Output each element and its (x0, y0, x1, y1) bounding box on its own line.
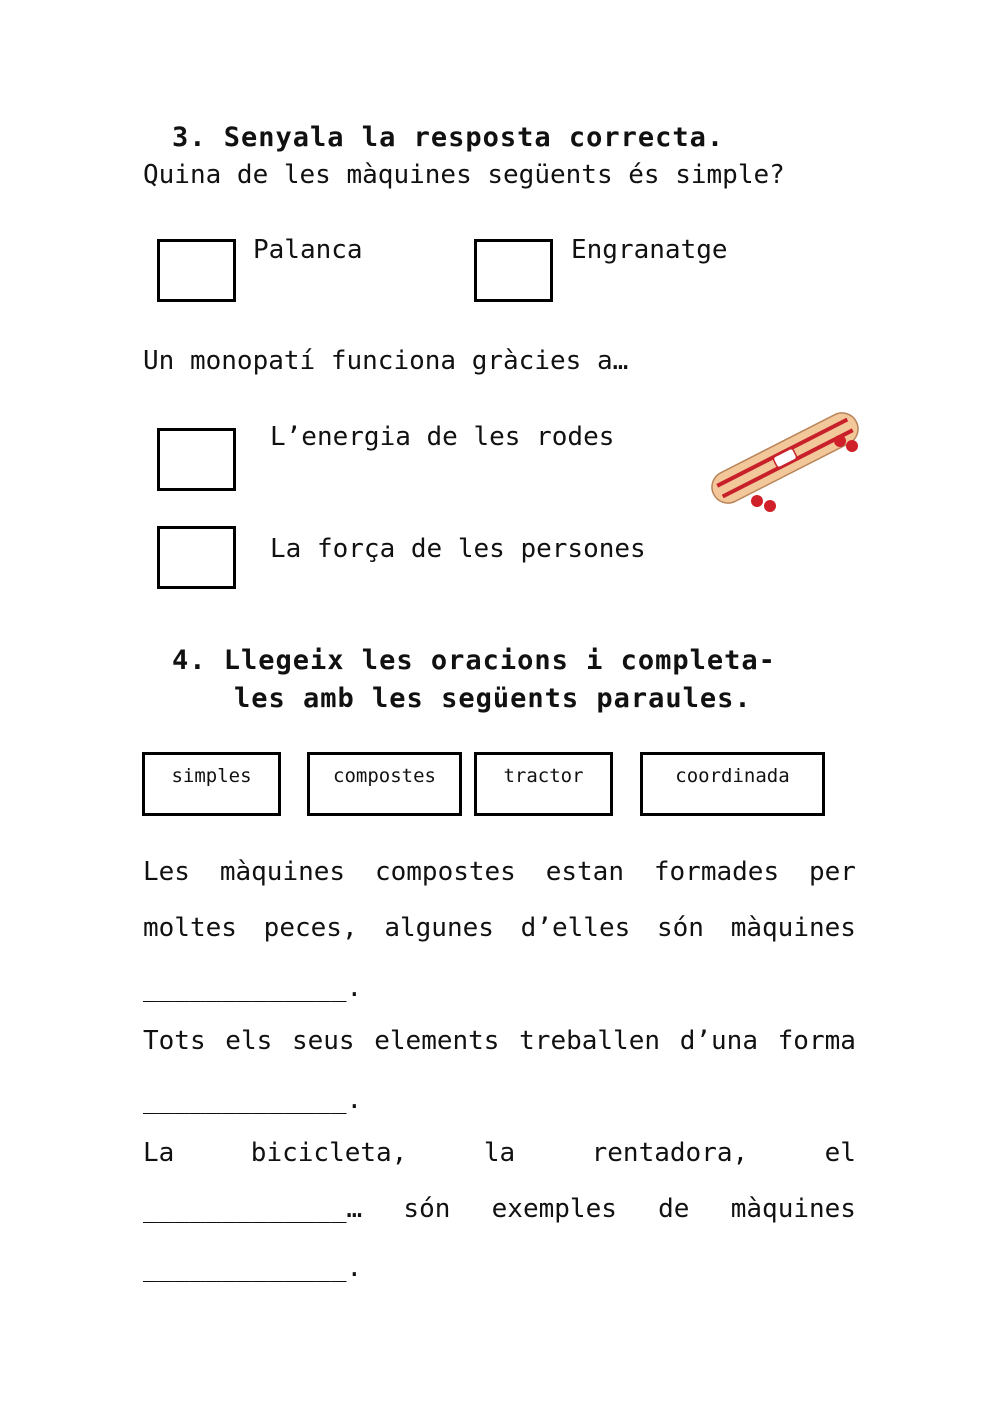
skateboard-image (700, 398, 870, 518)
question-3b-prompt: Un monopatí funciona gràcies a… (143, 346, 629, 376)
blank-tractor[interactable]: _____________… (143, 1194, 363, 1224)
question-4-title-line2: les amb les següents paraules. (234, 683, 752, 714)
blank-1[interactable]: _____________. (143, 973, 363, 1003)
word-box-coordinada: coordinada (640, 752, 825, 816)
checkbox-energia-rodes[interactable] (157, 428, 236, 491)
checkbox-palanca[interactable] (157, 239, 236, 302)
checkbox-engranatge[interactable] (474, 239, 553, 302)
word-box-simples: simples (142, 752, 281, 816)
option-palanca-label: Palanca (253, 235, 363, 265)
option-engranatge-label: Engranatge (571, 235, 728, 265)
option-energia-rodes-label: L’energia de les rodes (270, 422, 615, 452)
option-forca-persones-label: La força de les persones (270, 534, 646, 564)
question-4-title-line1: 4. Llegeix les oracions i completa- (172, 645, 776, 676)
blank-3[interactable]: _____________. (143, 1253, 363, 1283)
sentence-line-2: moltes peces, algunes d’elles són màquines (143, 913, 856, 943)
sentence-line-5: _____________… són exemples de màquines (143, 1194, 856, 1224)
blank-2[interactable]: _____________. (143, 1085, 363, 1115)
sentence-line-3: Tots els seus elements treballen d’una forma (143, 1026, 856, 1056)
question-3-title: 3. Senyala la resposta correcta. (172, 122, 725, 153)
question-3a-prompt: Quina de les màquines següents és simple? (143, 160, 785, 190)
sentence-line-4: La bicicleta, la rentadora, el (143, 1138, 856, 1168)
word-box-tractor: tractor (474, 752, 613, 816)
checkbox-forca-persones[interactable] (157, 526, 236, 589)
sentence-line-1: Les màquines compostes estan formades per (143, 857, 856, 887)
word-box-compostes: compostes (307, 752, 462, 816)
